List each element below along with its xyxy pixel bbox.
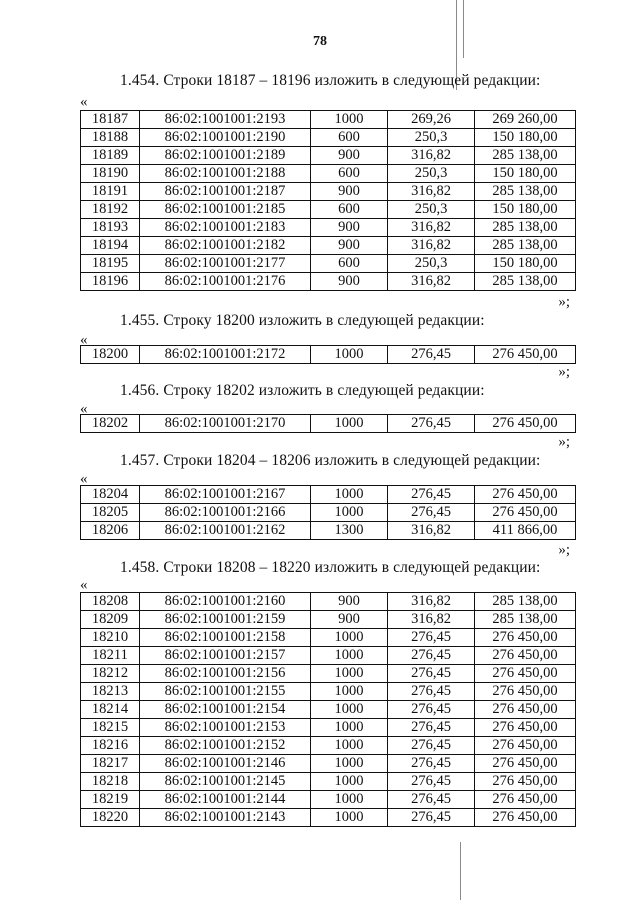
table-row [81,701,576,719]
opening-quote: « [80,332,88,348]
cadastral-number-cell: 86:02:1001001:2166 [140,504,311,522]
amendment-section-1454 [80,72,572,312]
amount-cell: 150 180,00 [475,255,576,273]
amount-cell: 285 138,00 [475,183,576,201]
area-cell: 600 [311,201,388,219]
scan-artifact-line [463,0,464,58]
cadastral-number-cell: 86:02:1001001:2182 [140,237,311,255]
amount-cell: 276 450,00 [475,486,576,504]
amendment-section-1456 [80,382,572,452]
closing-quote: »; [558,434,570,450]
row-number-cell: 18200 [81,346,140,364]
rate-cell: 276,45 [388,773,475,791]
rate-cell: 276,45 [388,647,475,665]
rate-cell: 276,45 [388,809,475,827]
amount-cell: 276 450,00 [475,773,576,791]
area-cell: 1300 [311,522,388,540]
area-cell: 1000 [311,701,388,719]
area-cell: 900 [311,147,388,165]
row-number-cell: 18192 [81,201,140,219]
opening-quote: « [80,94,88,110]
cadastral-number-cell: 86:02:1001001:2193 [140,111,311,129]
table-row [81,147,576,165]
row-number-cell: 18193 [81,219,140,237]
cadastral-number-cell: 86:02:1001001:2172 [140,346,311,364]
amount-cell: 276 450,00 [475,629,576,647]
amount-cell: 276 450,00 [475,665,576,683]
opening-quote: « [80,401,88,417]
amount-cell: 285 138,00 [475,273,576,291]
table-row [81,183,576,201]
cadastral-number-cell: 86:02:1001001:2188 [140,165,311,183]
table-row [81,129,576,147]
section-heading: 1.458. Строки 18208 – 18220 изложить в следующей редакции: [120,559,541,576]
table-body [81,415,576,433]
row-number-cell: 18190 [81,165,140,183]
amount-cell: 276 450,00 [475,737,576,755]
amount-cell: 285 138,00 [475,237,576,255]
amount-cell: 285 138,00 [475,611,576,629]
table-row [81,165,576,183]
rate-cell: 276,45 [388,755,475,773]
rate-cell: 250,3 [388,201,475,219]
area-cell: 900 [311,611,388,629]
table-body [81,111,576,291]
amount-cell: 276 450,00 [475,415,576,433]
table-row [81,273,576,291]
row-number-cell: 18202 [81,415,140,433]
amount-cell: 276 450,00 [475,791,576,809]
row-number-cell: 18213 [81,683,140,701]
row-number-cell: 18196 [81,273,140,291]
rate-cell: 316,82 [388,593,475,611]
amount-cell: 276 450,00 [475,346,576,364]
row-number-cell: 18195 [81,255,140,273]
opening-quote: « [80,471,88,487]
cadastral-number-cell: 86:02:1001001:2167 [140,486,311,504]
table-row [81,755,576,773]
table-row [81,773,576,791]
table-row [81,737,576,755]
cadastral-number-cell: 86:02:1001001:2190 [140,129,311,147]
opening-quote: « [80,577,88,593]
closing-quote: »; [558,364,570,380]
row-number-cell: 18209 [81,611,140,629]
cadastral-number-cell: 86:02:1001001:2185 [140,201,311,219]
cadastral-number-cell: 86:02:1001001:2189 [140,147,311,165]
table-row [81,791,576,809]
table-body [81,346,576,364]
table-row [81,719,576,737]
scan-artifact-line [460,842,461,900]
rate-cell: 316,82 [388,147,475,165]
table-body [81,593,576,827]
row-number-cell: 18205 [81,504,140,522]
area-cell: 1000 [311,486,388,504]
cadastral-number-cell: 86:02:1001001:2144 [140,791,311,809]
area-cell: 1000 [311,737,388,755]
rate-cell: 269,26 [388,111,475,129]
rate-cell: 276,45 [388,346,475,364]
amendment-section-1458 [80,559,572,839]
section-heading: 1.455. Строку 18200 изложить в следующей редакции: [120,312,485,329]
amount-cell: 150 180,00 [475,165,576,183]
row-number-cell: 18208 [81,593,140,611]
rate-cell: 276,45 [388,629,475,647]
row-number-cell: 18194 [81,237,140,255]
row-number-cell: 18191 [81,183,140,201]
row-number-cell: 18204 [81,486,140,504]
area-cell: 1000 [311,665,388,683]
page-number: 78 [313,34,327,49]
section-heading: 1.457. Строки 18204 – 18206 изложить в следующей редакции: [120,452,541,469]
row-number-cell: 18215 [81,719,140,737]
area-cell: 1000 [311,773,388,791]
amount-cell: 285 138,00 [475,593,576,611]
rate-cell: 250,3 [388,129,475,147]
rate-cell: 276,45 [388,486,475,504]
area-cell: 1000 [311,791,388,809]
rate-cell: 316,82 [388,273,475,291]
cadastral-number-cell: 86:02:1001001:2162 [140,522,311,540]
rate-cell: 276,45 [388,665,475,683]
row-number-cell: 18219 [81,791,140,809]
amount-cell: 411 866,00 [475,522,576,540]
closing-quote: »; [558,294,570,310]
cadastral-number-cell: 86:02:1001001:2143 [140,809,311,827]
row-number-cell: 18188 [81,129,140,147]
table-row [81,201,576,219]
cadastral-number-cell: 86:02:1001001:2187 [140,183,311,201]
area-cell: 600 [311,165,388,183]
closing-quote: »; [558,542,570,558]
table-row [81,593,576,611]
amount-cell: 269 260,00 [475,111,576,129]
amount-cell: 150 180,00 [475,201,576,219]
area-cell: 900 [311,183,388,201]
amount-cell: 276 450,00 [475,683,576,701]
row-number-cell: 18210 [81,629,140,647]
row-number-cell: 18217 [81,755,140,773]
table-row [81,415,576,433]
cadastral-number-cell: 86:02:1001001:2146 [140,755,311,773]
row-number-cell: 18220 [81,809,140,827]
row-number-cell: 18216 [81,737,140,755]
amount-cell: 276 450,00 [475,701,576,719]
rate-cell: 250,3 [388,165,475,183]
rate-cell: 316,82 [388,522,475,540]
land-plot-table [80,485,576,540]
cadastral-number-cell: 86:02:1001001:2154 [140,701,311,719]
row-number-cell: 18214 [81,701,140,719]
area-cell: 1000 [311,755,388,773]
area-cell: 900 [311,273,388,291]
rate-cell: 276,45 [388,415,475,433]
area-cell: 1000 [311,629,388,647]
amendment-section-1457 [80,452,572,560]
rate-cell: 316,82 [388,611,475,629]
cadastral-number-cell: 86:02:1001001:2159 [140,611,311,629]
cadastral-number-cell: 86:02:1001001:2155 [140,683,311,701]
table-row [81,809,576,827]
land-plot-table [80,592,576,827]
area-cell: 900 [311,237,388,255]
row-number-cell: 18218 [81,773,140,791]
rate-cell: 250,3 [388,255,475,273]
rate-cell: 276,45 [388,701,475,719]
table-row [81,665,576,683]
row-number-cell: 18206 [81,522,140,540]
land-plot-table [80,414,576,433]
area-cell: 1000 [311,504,388,522]
rate-cell: 276,45 [388,791,475,809]
cadastral-number-cell: 86:02:1001001:2183 [140,219,311,237]
rate-cell: 276,45 [388,504,475,522]
row-number-cell: 18212 [81,665,140,683]
area-cell: 1000 [311,415,388,433]
cadastral-number-cell: 86:02:1001001:2152 [140,737,311,755]
cadastral-number-cell: 86:02:1001001:2153 [140,719,311,737]
row-number-cell: 18189 [81,147,140,165]
amount-cell: 276 450,00 [475,647,576,665]
cadastral-number-cell: 86:02:1001001:2158 [140,629,311,647]
land-plot-table [80,110,576,291]
area-cell: 900 [311,593,388,611]
table-row [81,111,576,129]
area-cell: 900 [311,219,388,237]
area-cell: 1000 [311,647,388,665]
rate-cell: 316,82 [388,219,475,237]
amount-cell: 276 450,00 [475,504,576,522]
table-row [81,629,576,647]
table-row [81,647,576,665]
amount-cell: 150 180,00 [475,129,576,147]
area-cell: 1000 [311,346,388,364]
rate-cell: 276,45 [388,737,475,755]
area-cell: 600 [311,255,388,273]
table-body [81,486,576,540]
rate-cell: 316,82 [388,237,475,255]
cadastral-number-cell: 86:02:1001001:2145 [140,773,311,791]
area-cell: 1000 [311,809,388,827]
section-heading: 1.456. Строку 18202 изложить в следующей редакции: [120,382,485,399]
area-cell: 1000 [311,111,388,129]
table-row [81,611,576,629]
rate-cell: 276,45 [388,719,475,737]
cadastral-number-cell: 86:02:1001001:2156 [140,665,311,683]
row-number-cell: 18187 [81,111,140,129]
cadastral-number-cell: 86:02:1001001:2157 [140,647,311,665]
cadastral-number-cell: 86:02:1001001:2177 [140,255,311,273]
cadastral-number-cell: 86:02:1001001:2160 [140,593,311,611]
table-row [81,219,576,237]
table-row [81,504,576,522]
cadastral-number-cell: 86:02:1001001:2170 [140,415,311,433]
amount-cell: 285 138,00 [475,219,576,237]
table-row [81,683,576,701]
table-row [81,255,576,273]
amount-cell: 276 450,00 [475,809,576,827]
cadastral-number-cell: 86:02:1001001:2176 [140,273,311,291]
table-row [81,486,576,504]
row-number-cell: 18211 [81,647,140,665]
table-row [81,522,576,540]
table-row [81,237,576,255]
area-cell: 1000 [311,683,388,701]
amount-cell: 285 138,00 [475,147,576,165]
section-heading: 1.454. Строки 18187 – 18196 изложить в следующей редакции: [120,72,541,89]
area-cell: 1000 [311,719,388,737]
area-cell: 600 [311,129,388,147]
land-plot-table [80,345,576,364]
amendment-section-1455 [80,312,572,382]
rate-cell: 316,82 [388,183,475,201]
amount-cell: 276 450,00 [475,755,576,773]
amount-cell: 276 450,00 [475,719,576,737]
table-row [81,346,576,364]
rate-cell: 276,45 [388,683,475,701]
